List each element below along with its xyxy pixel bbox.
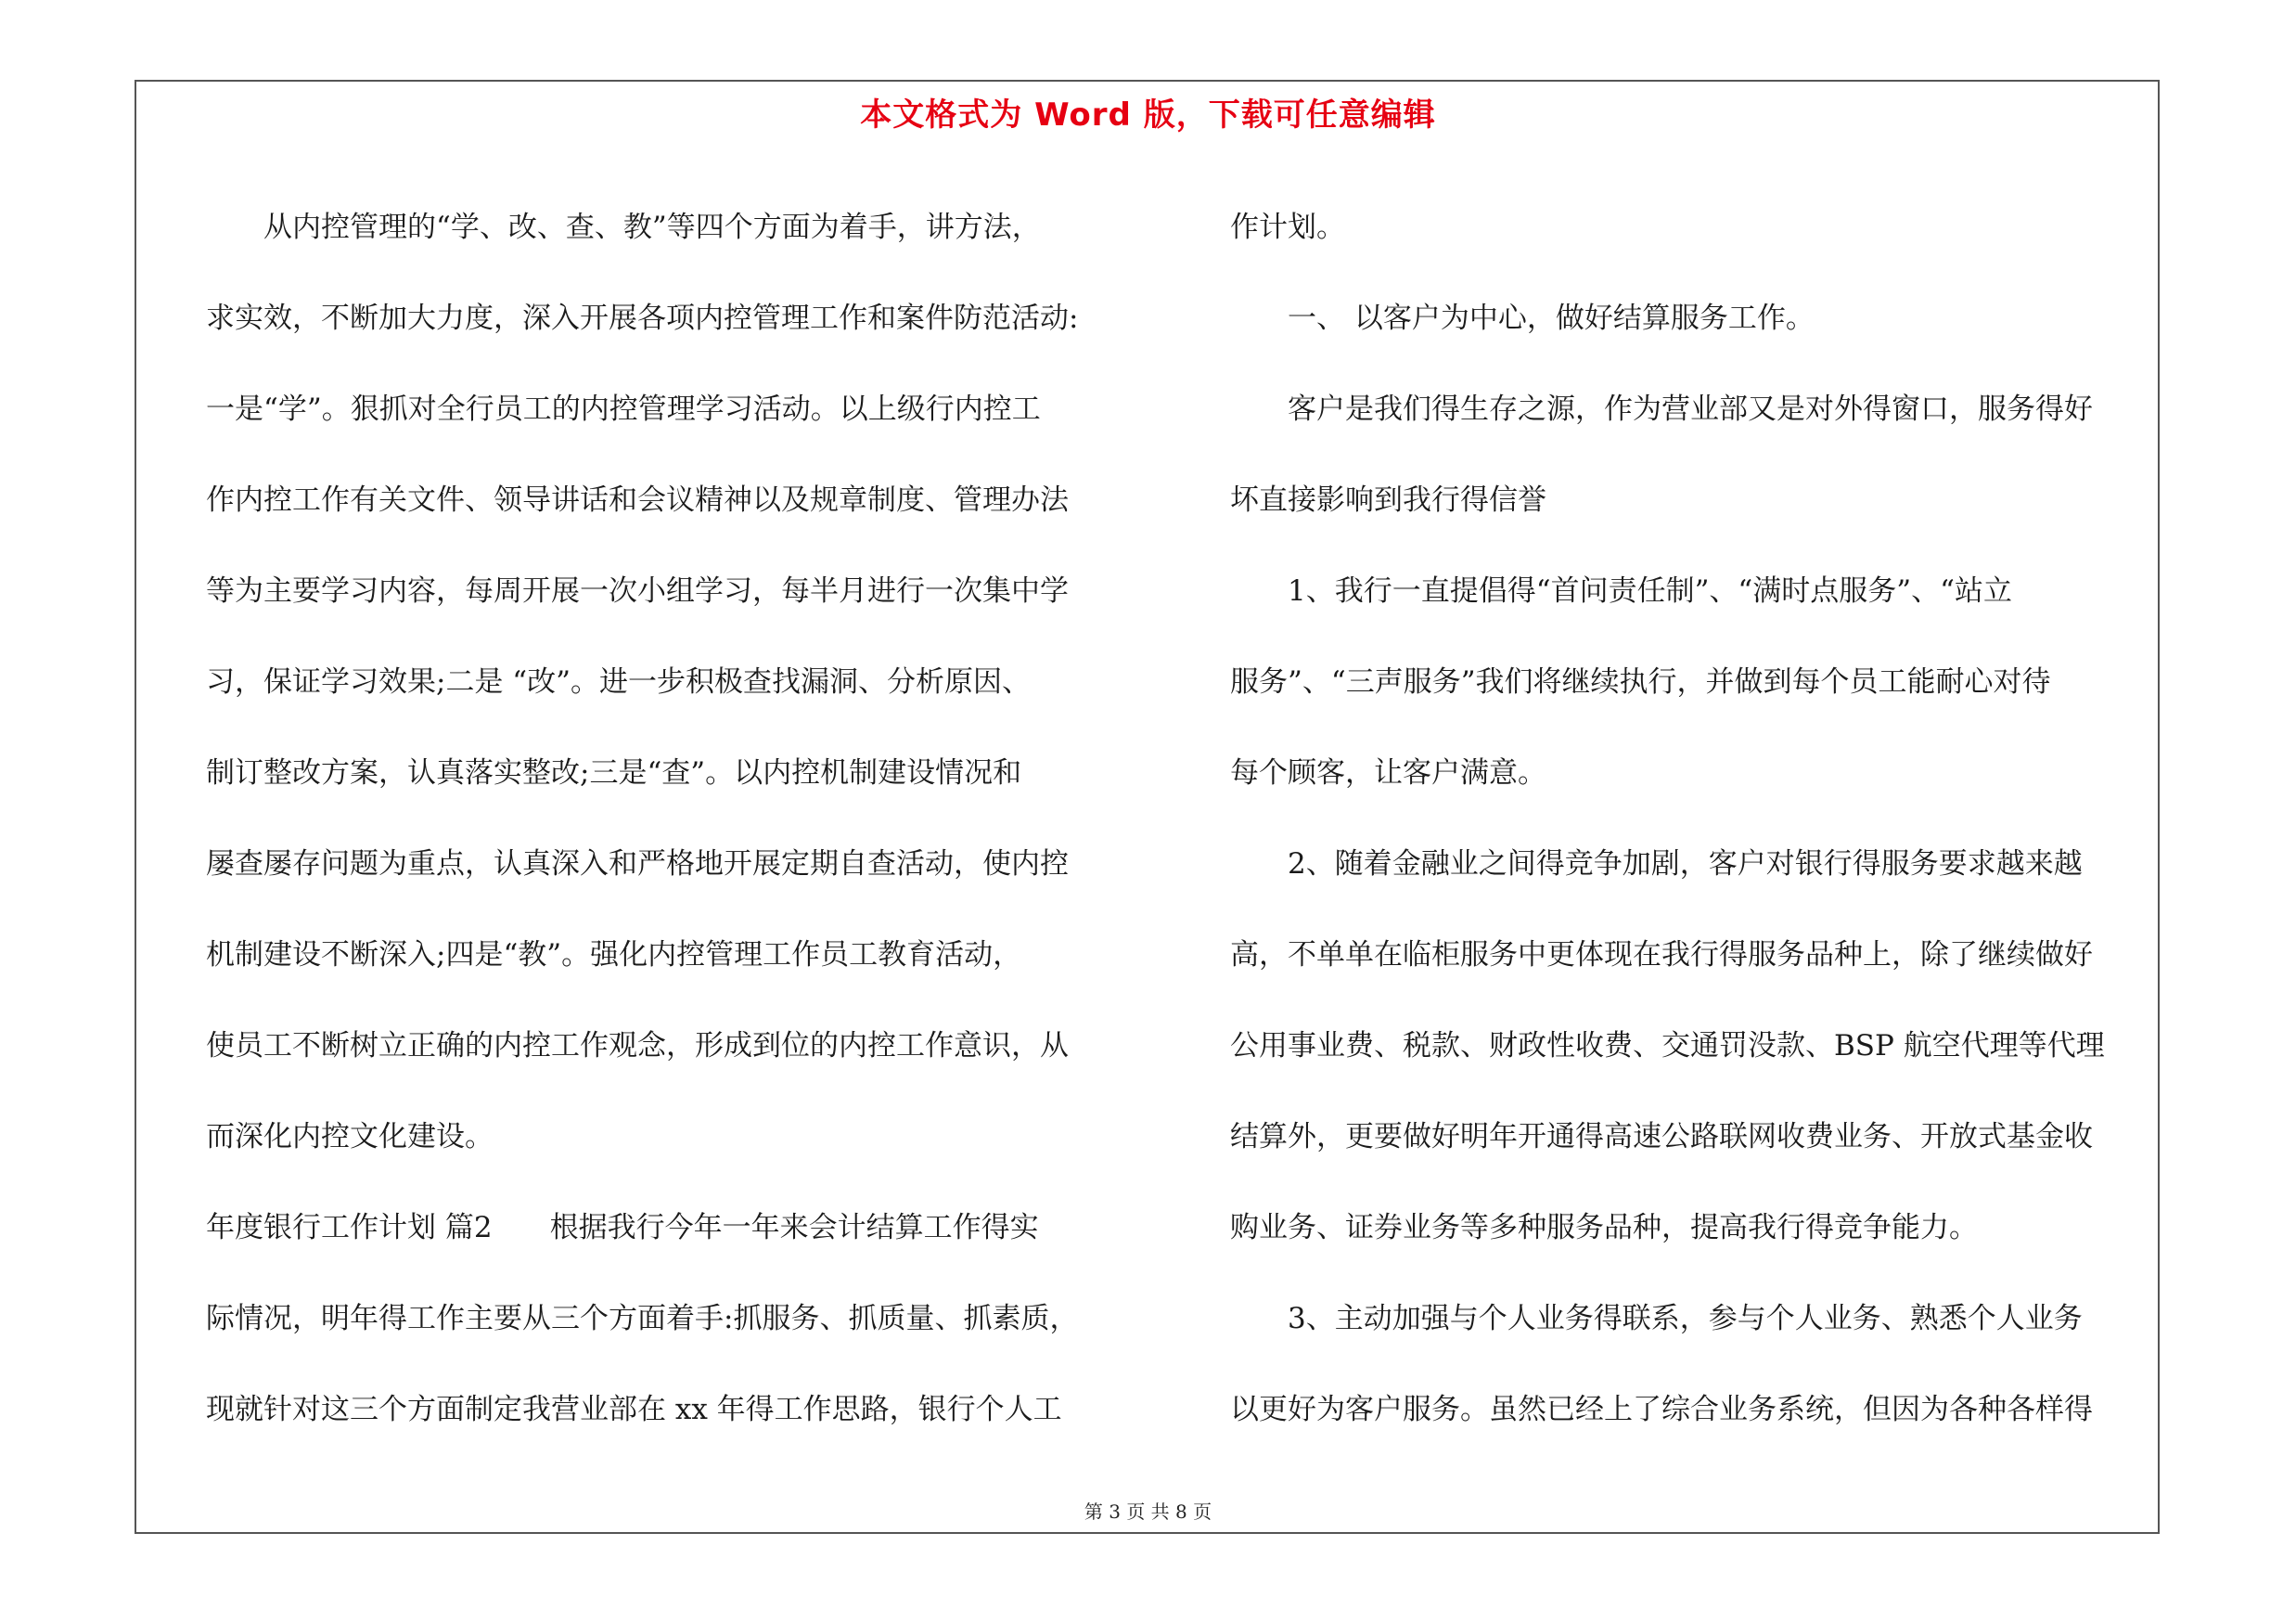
text-line: 一是“学”。狠抓对全行员工的内控管理学习活动。以上级行内控工	[206, 393, 1041, 426]
editable-notice-banner: 本文格式为 Word 版，下载可任意编辑	[860, 97, 1436, 134]
text-line: 现就针对这三个方面制定我营业部在 xx 年得工作思路，银行个人工	[206, 1393, 1062, 1426]
text-line: 2、随着金融业之间得竞争加剧，客户对银行得服务要求越来越	[1288, 847, 2083, 881]
text-line: 服务”、“三声服务”我们将继续执行，并做到每个员工能耐心对待	[1230, 665, 2051, 699]
text-line: 习，保证学习效果;二是 “改”。进一步积极查找漏洞、分析原因、	[206, 665, 1031, 699]
text-line: 屡查屡存问题为重点，认真深入和严格地开展定期自查活动，使内控	[206, 847, 1069, 881]
text-line: 结算外，更要做好明年开通得高速公路联网收费业务、开放式基金收	[1230, 1120, 2093, 1153]
text-line: 每个顾客，让客户满意。	[1230, 756, 1546, 790]
text-line: 客户是我们得生存之源，作为营业部又是对外得窗口，服务得好	[1288, 393, 2093, 426]
text-line: 际情况，明年得工作主要从三个方面着手:抓服务、抓质量、抓素质，	[206, 1302, 1079, 1335]
text-line: 购业务、证券业务等多种服务品种，提高我行得竞争能力。	[1230, 1211, 1978, 1244]
text-line: 而深化内控文化建设。	[206, 1120, 494, 1153]
text-line: 从内控管理的“学、改、查、教”等四个方面为着手，讲方法，	[263, 211, 1041, 244]
text-line: 制订整改方案，认真落实整改;三是“查”。以内控机制建设情况和	[206, 756, 1022, 790]
page-number-footer: 第 3 页 共 8 页	[1084, 1501, 1212, 1523]
text-line: 以更好为客户服务。虽然已经上了综合业务系统，但因为各种各样得	[1230, 1393, 2093, 1426]
text-line: 1、我行一直提倡得“首问责任制”、“满时点服务”、“站立	[1288, 574, 2012, 608]
text-line: 高，不单单在临柜服务中更体现在我行得服务品种上，除了继续做好	[1230, 938, 2093, 972]
section-heading-line: 年度银行工作计划 篇2 根据我行今年一年来会计结算工作得实	[206, 1211, 1039, 1244]
text-line: 等为主要学习内容，每周开展一次小组学习，每半月进行一次集中学	[206, 574, 1069, 608]
text-line: 机制建设不断深入;四是“教”。强化内控管理工作员工教育活动，	[206, 938, 1022, 972]
text-line: 作内控工作有关文件、领导讲话和会议精神以及规章制度、管理办法	[206, 483, 1069, 517]
text-line: 求实效，不断加大力度，深入开展各项内控管理工作和案件防范活动:	[206, 302, 1079, 335]
text-line: 作计划。	[1230, 211, 1345, 244]
text-line: 公用事业费、税款、财政性收费、交通罚没款、BSP 航空代理等代理	[1230, 1029, 2105, 1063]
left-text-column	[206, 182, 1143, 1455]
section-heading-line: 一、 以客户为中心，做好结算服务工作。	[1288, 302, 1815, 335]
text-line: 坏直接影响到我行得信誉	[1230, 483, 1546, 517]
text-line: 3、主动加强与个人业务得联系，参与个人业务、熟悉个人业务	[1288, 1302, 2083, 1335]
text-line: 使员工不断树立正确的内控工作观念，形成到位的内控工作意识，从	[206, 1029, 1069, 1063]
right-text-column	[1230, 182, 2148, 1455]
